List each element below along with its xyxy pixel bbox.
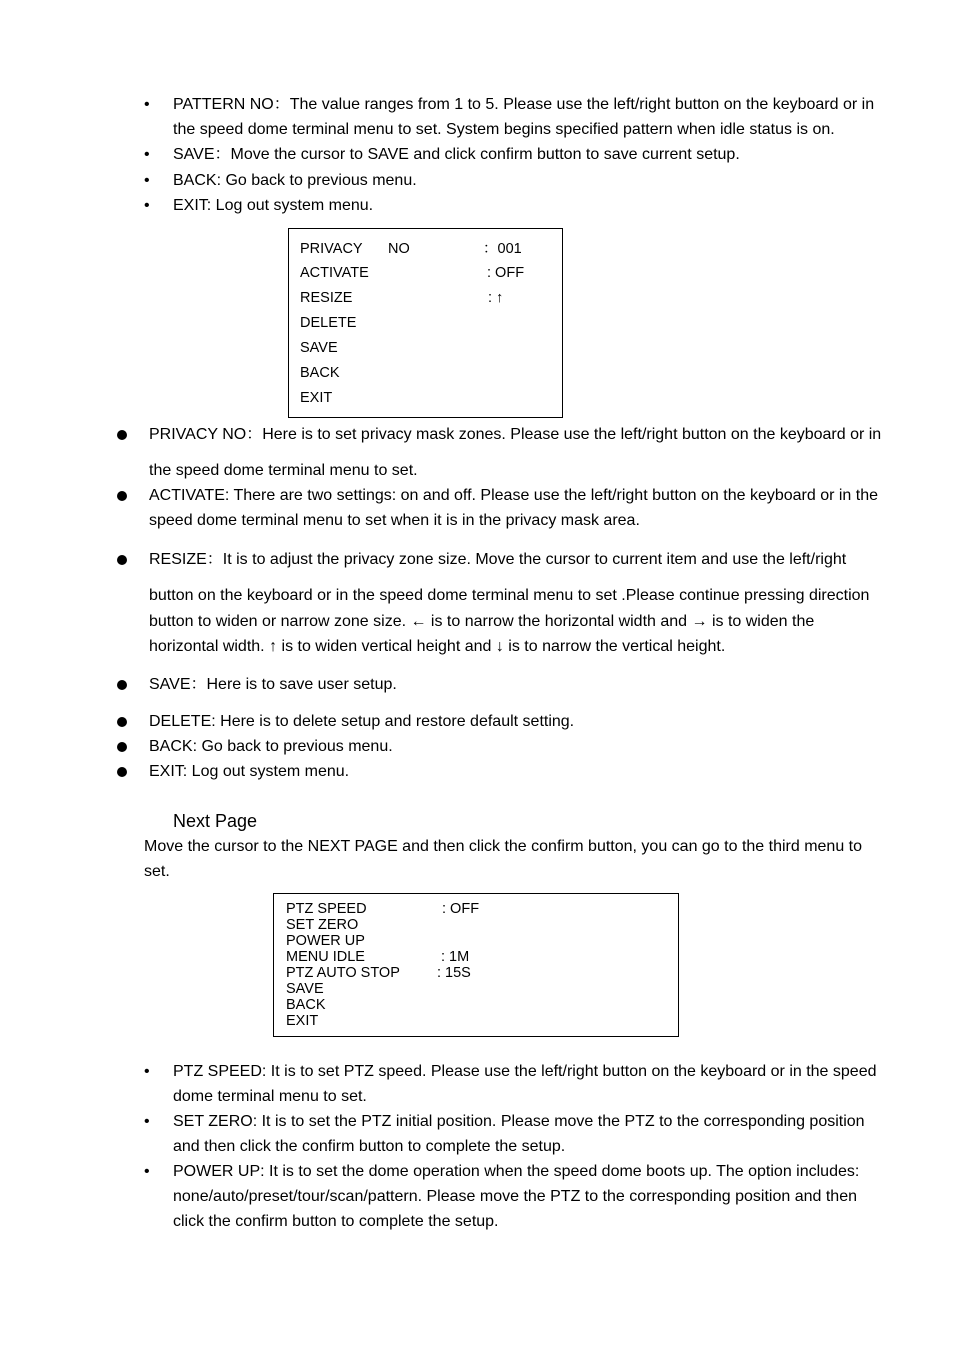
power-up-label: POWER UP [286,933,365,949]
back-label: BACK [300,365,340,381]
bullet-dot [117,742,127,752]
bullet-marker: • [144,1113,150,1130]
exit-text: EXIT: Log out system menu. [173,197,374,214]
privacy-no-value: ：001 [483,241,522,257]
privacy-label: PRIVACY [300,241,363,257]
resize-label: RESIZE [300,290,353,306]
bullet-dot [117,680,127,690]
bullet-marker: • [144,1163,150,1180]
ptz-menu-box [273,893,679,1037]
save-text: SAVE：Move the cursor to SAVE and click confirm button to save current setup. [173,146,740,163]
back-text: BACK: Go back to previous menu. [173,172,417,189]
bullet-marker: • [144,1063,150,1080]
privacy-no-text-line-1: PRIVACY NO：Here is to set privacy mask zones. Please use the left/right button on the keyboard or in [149,426,882,443]
ptz-auto-stop-value: : 15S [437,965,471,981]
next-page-text-line-2: set. [144,863,170,880]
menu-idle-value: : 1M [441,949,470,965]
privacy-no-text-line-2: the speed dome terminal menu to set. [149,462,418,479]
set-zero-label: SET ZERO [286,917,359,933]
bullet-dot [117,717,127,727]
bullet-dot [117,491,127,501]
activate-text-line-1: ACTIVATE: There are two settings: on and off. Please use the left/right button on the keyboard or in the [149,487,879,504]
bullet-marker: • [144,172,150,189]
resize-text-line-3: button to widen or narrow zone size. ← is to narrow the horizontal width and → is to widen the [149,613,815,630]
pattern-no-text-line-1: PATTERN NO：The value ranges from 1 to 5. Please use the left/right button on the keyboard or in [173,96,875,113]
power-up-text-line-2: none/auto/preset/tour/scan/pattern. Please move the PTZ to the corresponding position and then [173,1188,857,1205]
back-text: BACK: Go back to previous menu. [149,738,393,755]
save-label: SAVE [300,340,338,356]
exit-text: EXIT: Log out system menu. [149,763,350,780]
exit-label: EXIT [286,1013,319,1029]
privacy-menu-box [288,228,563,418]
bullet-marker: • [144,96,150,113]
ptz-speed-text-line-1: PTZ SPEED: It is to set PTZ speed. Please use the left/right button on the keyboard or in the speed [173,1063,877,1080]
set-zero-text-line-2: and then click the confirm button to complete the setup. [173,1138,566,1155]
activate-text-line-2: speed dome terminal menu to set when it is in the privacy mask area. [149,512,640,529]
resize-value: : ↑ [488,290,504,306]
resize-text-line-2: button on the keyboard or in the speed dome terminal menu to set .Please continue pressing direction [149,587,870,604]
bullet-marker: • [144,197,150,214]
ptz-speed-value: : OFF [442,901,480,917]
ptz-speed-label: PTZ SPEED [286,901,367,917]
back-label: BACK [286,997,326,1013]
delete-label: DELETE [300,315,357,331]
pattern-no-text-line-2: the speed dome terminal menu to set. System begins specified pattern when idle status is on. [173,121,835,138]
delete-text: DELETE: Here is to delete setup and restore default setting. [149,713,575,730]
next-page-heading: Next Page [173,811,258,831]
power-up-text-line-1: POWER UP: It is to set the dome operation when the speed dome boots up. The option includes: [173,1163,860,1180]
save-label: SAVE [286,981,324,997]
next-page-text-line-1: Move the cursor to the NEXT PAGE and then click the confirm button, you can go to the third menu to [144,838,863,855]
bullet-dot [117,555,127,565]
resize-text-line-1: RESIZE：It is to adjust the privacy zone size. Move the cursor to current item and use the left/right [149,551,847,568]
resize-text-line-4: horizontal width. ↑ is to widen vertical height and ↓ is to narrow the vertical height. [149,638,726,655]
set-zero-text-line-1: SET ZERO: It is to set the PTZ initial position. Please move the PTZ to the corresponding position [173,1113,865,1130]
power-up-text-line-3: click the confirm button to complete the setup. [173,1213,499,1230]
ptz-speed-text-line-2: dome terminal menu to set. [173,1088,367,1105]
activate-label: ACTIVATE [300,265,369,281]
bullet-dot [117,430,127,440]
save-setup-text: SAVE：Here is to save user setup. [149,676,397,693]
activate-value: : OFF [487,265,525,281]
privacy-no-label: NO [388,241,410,257]
bullet-marker: • [144,146,150,163]
exit-label: EXIT [300,390,333,406]
menu-idle-label: MENU IDLE [286,949,365,965]
ptz-auto-stop-label: PTZ AUTO STOP [286,965,400,981]
bullet-dot [117,767,127,777]
